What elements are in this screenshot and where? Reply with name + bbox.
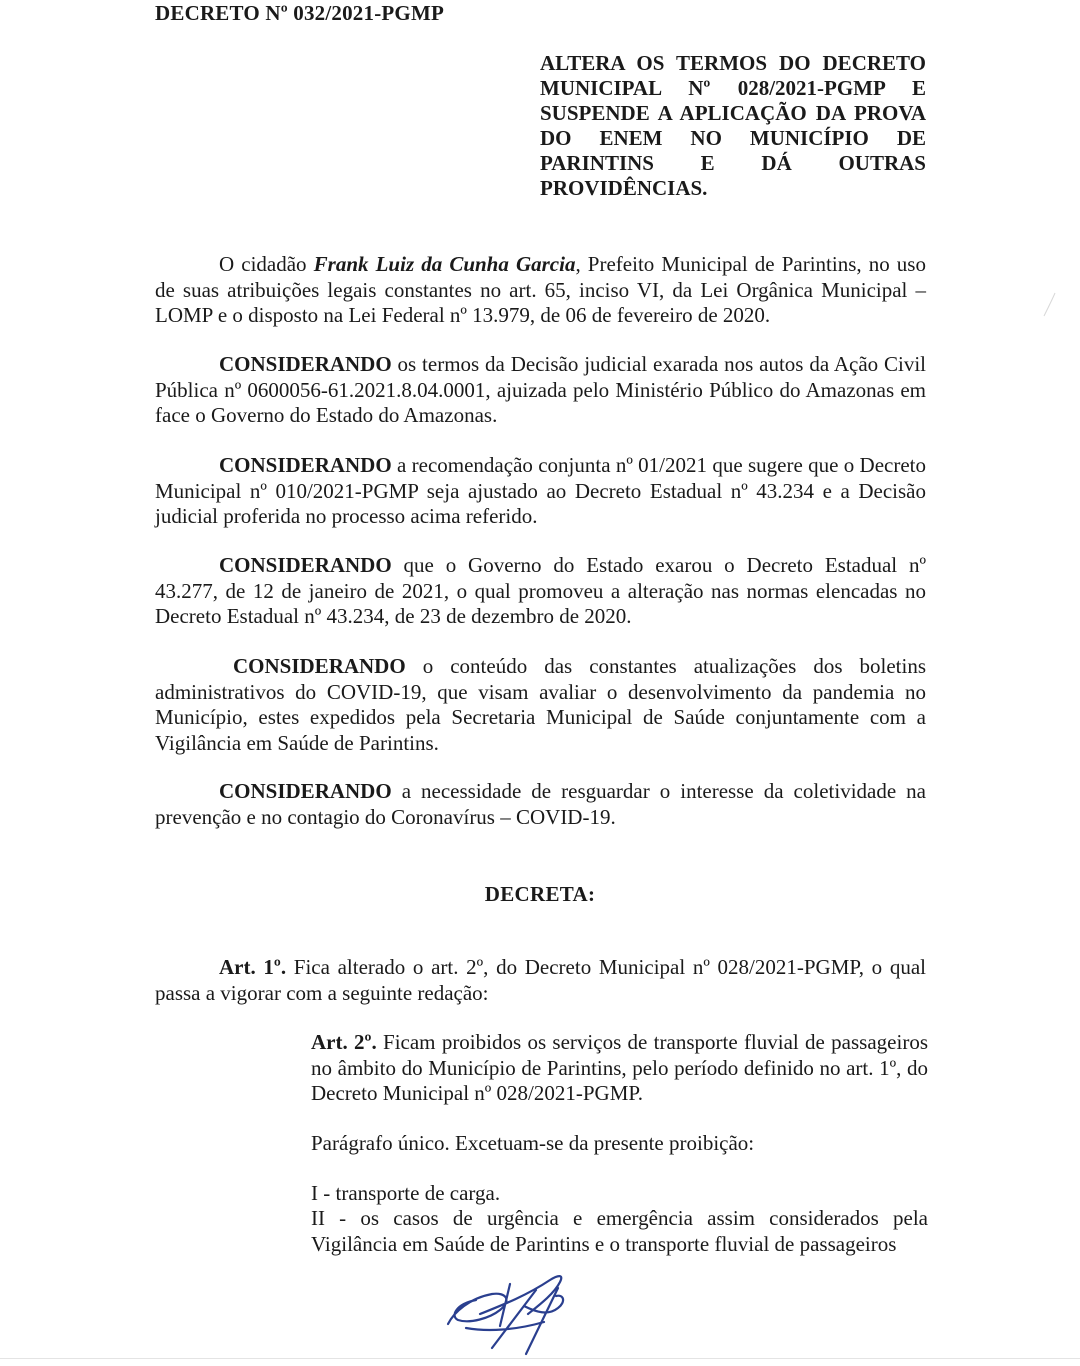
article-2-label: Art. 2º. bbox=[311, 1030, 377, 1054]
decree-number: DECRETO Nº 032/2021-PGMP bbox=[155, 1, 445, 25]
considerando-5 bbox=[155, 779, 926, 830]
considerando-1 bbox=[155, 352, 926, 429]
considerando-keyword: CONSIDERANDO bbox=[233, 654, 406, 678]
considerando-text: a recomendação conjunta nº 01/2021 que sugere que o Decreto Municipal nº 010/2021-PGMP seja ajustado ao Decreto Estadual nº 43.234 e a Decisão judicial proferida no processo acima referido. bbox=[155, 453, 926, 528]
considerando-text: o conteúdo das constantes atualizações dos boletins administrativos do COVID-19, que visam avaliar o desenvolvimento da pandemia no Município, estes expedidos pela Secretaria Municipal de Saúde conjuntamente com a Vigilância em Saúde de Parintins. bbox=[155, 654, 926, 755]
considerando-text: os termos da Decisão judicial exarada nos autos da Ação Civil Pública nº 0600056-61.2021.8.04.0001, ajuizada pelo Ministério Público do Amazonas em face o Governo do Estado do Amazonas. bbox=[155, 352, 926, 427]
considerando-text: a necessidade de resguardar o interesse da coletividade na prevenção e no contagio do Coronavírus – COVID-19. bbox=[155, 779, 926, 829]
article-1 bbox=[155, 955, 926, 1006]
decreta-heading: DECRETA: bbox=[484, 882, 596, 906]
considerando-4 bbox=[155, 654, 926, 756]
considerando-keyword: CONSIDERANDO bbox=[219, 553, 392, 577]
signature-mark bbox=[440, 1266, 590, 1356]
ementa: ALTERA OS TERMOS DO DECRETO MUNICIPAL Nº 028/2021-PGMP E SUSPENDE A APLICAÇÃO DA PROVA DO ENEM NO MUNICÍPIO DE PARINTINS E DÁ OUTRAS PROVIDÊNCIAS. bbox=[540, 51, 926, 200]
considerando-keyword: CONSIDERANDO bbox=[219, 352, 392, 376]
preamble-lead: O cidadão bbox=[219, 252, 314, 276]
considerando-keyword: CONSIDERANDO bbox=[219, 453, 392, 477]
considerando-3 bbox=[155, 553, 926, 630]
article-1-label: Art. 1º. bbox=[219, 955, 287, 979]
considerando-2 bbox=[155, 453, 926, 530]
article-1-text: Fica alterado o art. 2º, do Decreto Municipal nº 028/2021-PGMP, o qual passa a vigorar com a seguinte redação: bbox=[155, 955, 926, 1005]
paragrafo-unico: Parágrafo único. Excetuam-se da presente proibição: bbox=[311, 1131, 755, 1155]
considerando-keyword: CONSIDERANDO bbox=[219, 779, 392, 803]
article-2-text: Ficam proibidos os serviços de transporte fluvial de passageiros no âmbito do Município de Parintins, pelo período definido no art. 1º, do Decreto Municipal nº 028/2021-PGMP. bbox=[311, 1030, 928, 1105]
item-ii: II - os casos de urgência e emergência assim considerados pela Vigilância em Saúde de Parintins e o transporte fluvial de passageiros bbox=[311, 1206, 928, 1256]
page-bottom-edge bbox=[0, 1358, 1080, 1359]
considerando-text: que o Governo do Estado exarou o Decreto Estadual nº 43.277, de 12 de janeiro de 2021, o qual promoveu a alteração nas normas elencadas no Decreto Estadual nº 43.234, de 23 de dezembro de 2020. bbox=[155, 553, 926, 628]
item-i: I - transporte de carga. bbox=[311, 1181, 501, 1205]
preamble bbox=[155, 252, 926, 329]
quoted-article-2 bbox=[311, 1030, 928, 1107]
preamble-rest: , Prefeito Municipal de Parintins, no uso de suas atribuições legais constantes no art. 65, inciso VI, da Lei Orgânica Municipal – LOMP e o disposto na Lei Federal nº 13.979, de 06 de fevereiro de 2020. bbox=[155, 252, 926, 327]
mayor-name: Frank Luiz da Cunha Garcia bbox=[313, 252, 576, 276]
page-edge-mark bbox=[1040, 290, 1058, 320]
